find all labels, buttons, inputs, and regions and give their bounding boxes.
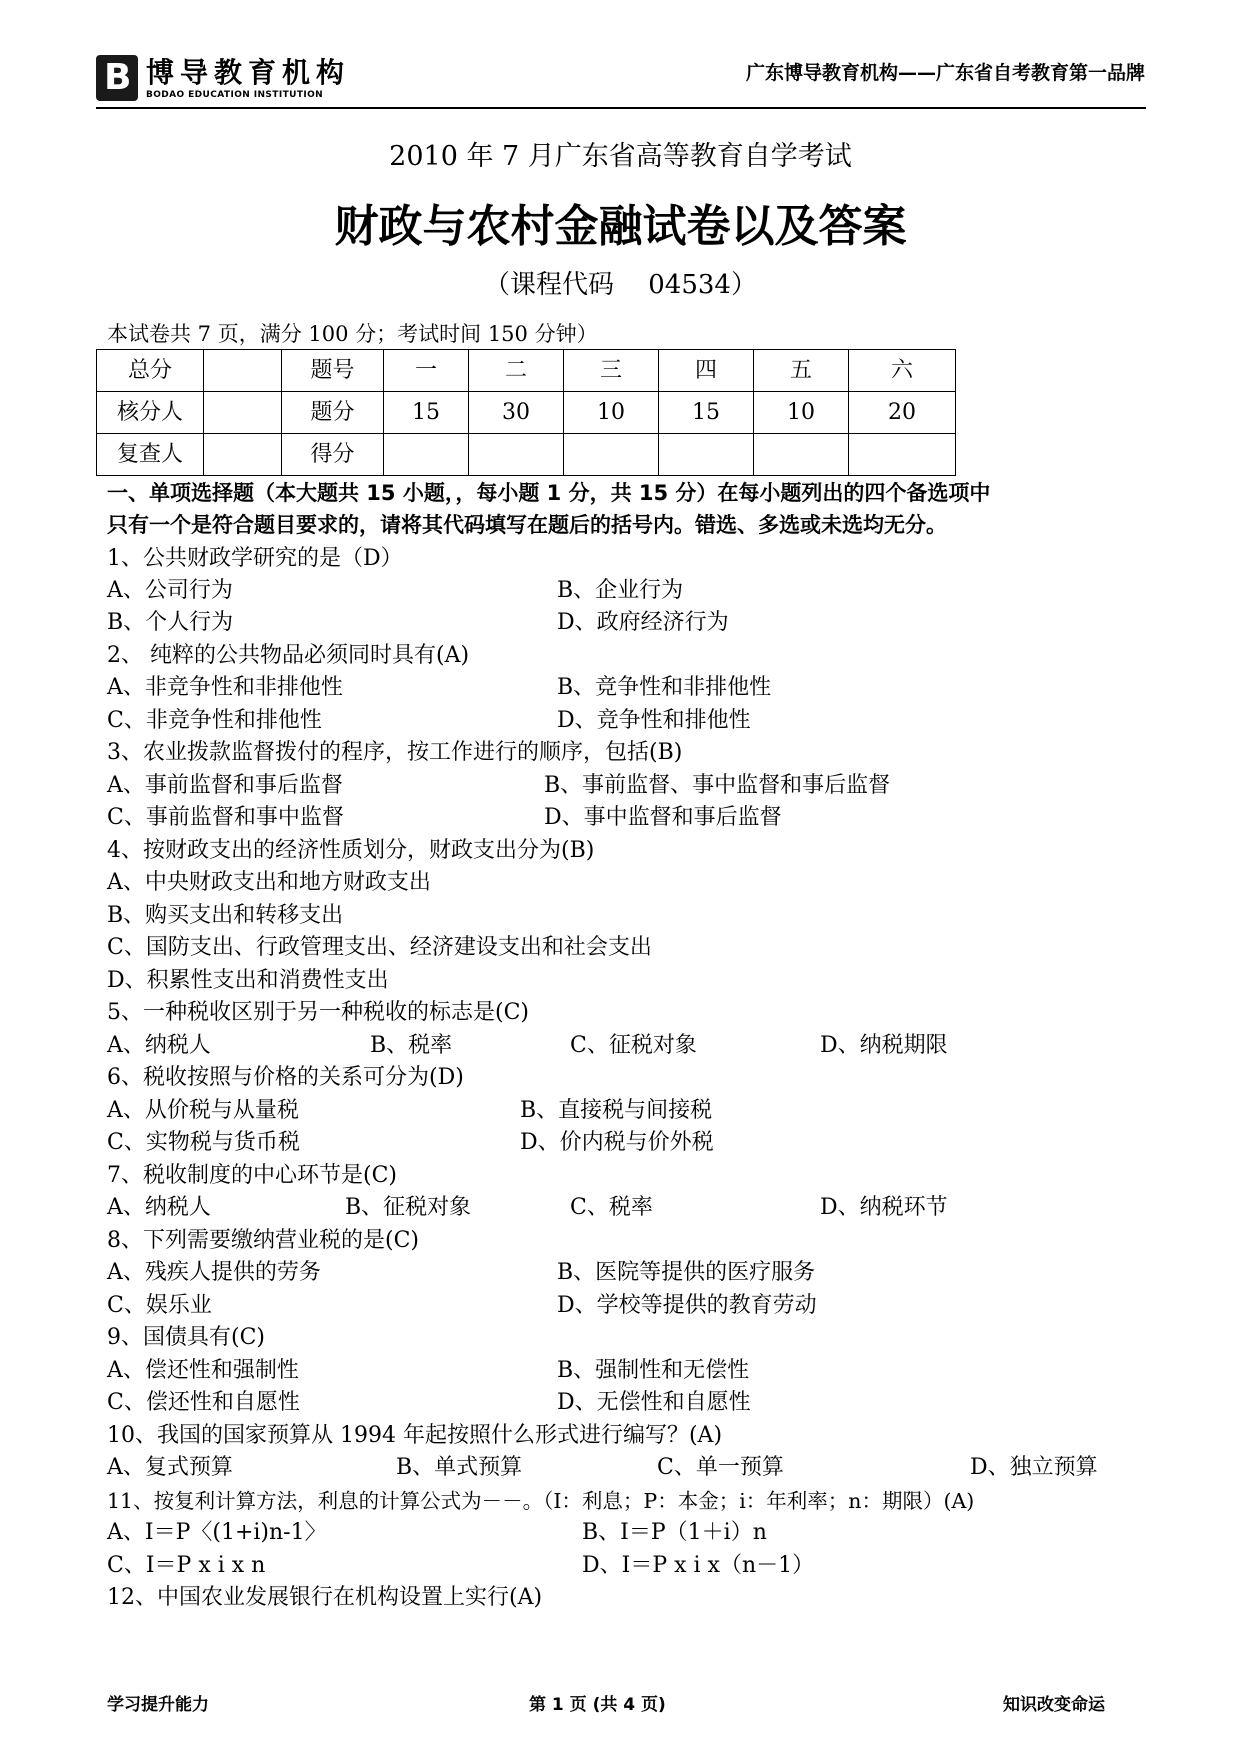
header-slogan: 广东博导教育机构——广东省自考教育第一品牌 bbox=[745, 62, 1145, 84]
score-cell: 20 bbox=[849, 392, 956, 434]
score-cell: 总分 bbox=[97, 350, 204, 392]
option-c: B、个人行为 bbox=[107, 610, 234, 635]
logo-english-name: BODAO EDUCATION INSTITUTION bbox=[146, 90, 324, 100]
score-cell: 一 bbox=[384, 350, 469, 392]
option-c: C、非竞争性和排他性 bbox=[107, 708, 322, 733]
option-d: D、竞争性和排他性 bbox=[557, 708, 751, 733]
score-table-row bbox=[97, 392, 956, 434]
option-c: C、偿还性和自愿性 bbox=[107, 1390, 300, 1415]
option-b: B、竞争性和非排他性 bbox=[557, 675, 772, 700]
logo-mark-letter: B bbox=[104, 57, 132, 98]
header-rule bbox=[96, 107, 1146, 109]
score-cell: 15 bbox=[659, 392, 754, 434]
score-cell bbox=[384, 434, 469, 476]
option-b: B、事前监督、事中监督和事后监督 bbox=[544, 773, 891, 798]
option-b: B、征税对象 bbox=[345, 1195, 472, 1220]
option-c: C、税率 bbox=[570, 1195, 653, 1220]
option-a: A、I＝P〈(1+i)n-1〉 bbox=[107, 1520, 327, 1545]
subject-title: 财政与农村金融试卷以及答案 bbox=[334, 201, 907, 252]
option-a: A、中央财政支出和地方财政支出 bbox=[107, 870, 431, 895]
score-cell: 10 bbox=[564, 392, 659, 434]
question-stem: 9、国债具有(C) bbox=[107, 1325, 265, 1350]
question-stem: 5、一种税收区别于另一种税收的标志是(C) bbox=[107, 1000, 529, 1025]
option-b: B、单式预算 bbox=[396, 1455, 523, 1480]
score-cell: 15 bbox=[384, 392, 469, 434]
option-c: C、单一预算 bbox=[657, 1455, 784, 1480]
score-cell: 10 bbox=[754, 392, 849, 434]
score-cell: 题分 bbox=[282, 392, 384, 434]
question-stem: 7、税收制度的中心环节是(C) bbox=[107, 1163, 397, 1188]
option-a: A、从价税与从量税 bbox=[107, 1098, 299, 1123]
score-cell: 复查人 bbox=[97, 434, 204, 476]
score-cell: 四 bbox=[659, 350, 754, 392]
score-cell bbox=[204, 392, 282, 434]
option-b: B、直接税与间接税 bbox=[520, 1098, 713, 1123]
option-a: A、复式预算 bbox=[107, 1455, 233, 1480]
question-stem: 1、公共财政学研究的是（D） bbox=[107, 546, 403, 571]
question-stem: 6、税收按照与价格的关系可分为(D) bbox=[107, 1065, 464, 1090]
option-d: D、独立预算 bbox=[970, 1455, 1098, 1480]
option-d: D、纳税期限 bbox=[820, 1033, 948, 1058]
question-stem: 2、 纯粹的公共物品必须同时具有(A) bbox=[107, 643, 470, 668]
option-b: B、医院等提供的医疗服务 bbox=[557, 1260, 816, 1285]
option-c: C、I＝P x i x n bbox=[107, 1553, 266, 1578]
score-table bbox=[96, 349, 956, 476]
option-d: D、积累性支出和消费性支出 bbox=[107, 968, 389, 993]
score-table-row bbox=[97, 434, 956, 476]
logo-mark bbox=[96, 55, 138, 101]
option-d: D、学校等提供的教育劳动 bbox=[557, 1293, 817, 1318]
option-b: B、强制性和无偿性 bbox=[557, 1358, 750, 1383]
option-a: A、事前监督和事后监督 bbox=[107, 773, 343, 798]
score-table-row bbox=[97, 350, 956, 392]
option-b: B、税率 bbox=[370, 1033, 453, 1058]
logo-chinese-name: 博导教育机构 bbox=[146, 56, 351, 89]
score-cell: 五 bbox=[754, 350, 849, 392]
option-d: D、纳税环节 bbox=[820, 1195, 948, 1220]
option-d: D、政府经济行为 bbox=[557, 610, 729, 635]
score-cell bbox=[204, 434, 282, 476]
score-cell bbox=[849, 434, 956, 476]
score-cell bbox=[204, 350, 282, 392]
score-cell bbox=[564, 434, 659, 476]
section-instructions-line-2: 只有一个是符合题目要求的，请将其代码填写在题后的括号内。错选、多选或未选均无分。 bbox=[107, 513, 947, 537]
question-stem: 11、按复利计算方法，利息的计算公式为－－。（I：利息；P：本金；i：年利率；n：期限）(A) bbox=[107, 1489, 975, 1513]
option-a: A、纳税人 bbox=[107, 1195, 211, 1220]
option-a: A、公司行为 bbox=[107, 578, 233, 603]
section-instructions-line-1: 一、单项选择题（本大题共 15 小题，，每小题 1 分，共 15 分）在每小题列出的四个备选项中 bbox=[107, 481, 991, 505]
question-stem: 4、按财政支出的经济性质划分，财政支出分为(B) bbox=[107, 838, 595, 863]
option-d: D、无偿性和自愿性 bbox=[557, 1390, 751, 1415]
score-cell: 六 bbox=[849, 350, 956, 392]
option-c: C、事前监督和事中监督 bbox=[107, 805, 344, 830]
option-c: C、实物税与货币税 bbox=[107, 1130, 300, 1155]
option-b: B、I＝P（1＋i）n bbox=[582, 1520, 767, 1545]
page-number: 第 1 页 (共 4 页) bbox=[529, 1695, 666, 1715]
option-a: A、纳税人 bbox=[107, 1033, 211, 1058]
score-cell: 二 bbox=[469, 350, 564, 392]
option-c: C、娱乐业 bbox=[107, 1293, 212, 1318]
option-c: C、征税对象 bbox=[570, 1033, 697, 1058]
score-cell: 核分人 bbox=[97, 392, 204, 434]
option-a: A、偿还性和强制性 bbox=[107, 1358, 299, 1383]
question-stem: 3、农业拨款监督拨付的程序，按工作进行的顺序，包括(B) bbox=[107, 740, 683, 765]
question-stem: 8、下列需要缴纳营业税的是(C) bbox=[107, 1228, 419, 1253]
exam-title: 2010 年 7 月广东省高等教育自学考试 bbox=[389, 141, 852, 172]
score-cell: 得分 bbox=[282, 434, 384, 476]
exam-intro: 本试卷共 7 页，满分 100 分；考试时间 150 分钟） bbox=[107, 322, 598, 346]
option-a: A、残疾人提供的劳务 bbox=[107, 1260, 321, 1285]
option-d: D、价内税与价外税 bbox=[520, 1130, 714, 1155]
score-cell bbox=[754, 434, 849, 476]
score-cell bbox=[469, 434, 564, 476]
score-cell bbox=[659, 434, 754, 476]
score-cell: 三 bbox=[564, 350, 659, 392]
option-a: A、非竞争性和非排他性 bbox=[107, 675, 343, 700]
option-d: D、I＝P x i x（n－1） bbox=[582, 1553, 815, 1578]
question-stem: 12、中国农业发展银行在机构设置上实行(A) bbox=[107, 1585, 543, 1610]
question-stem: 10、我国的国家预算从 1994 年起按照什么形式进行编写？(A) bbox=[107, 1423, 723, 1448]
course-code: （课程代码 04534） bbox=[484, 270, 757, 300]
score-cell: 30 bbox=[469, 392, 564, 434]
score-cell: 题号 bbox=[282, 350, 384, 392]
footer-right: 知识改变命运 bbox=[1003, 1695, 1105, 1715]
option-b: B、企业行为 bbox=[557, 578, 684, 603]
footer-left: 学习提升能力 bbox=[107, 1695, 209, 1715]
option-b: B、购买支出和转移支出 bbox=[107, 903, 344, 928]
option-d: D、事中监督和事后监督 bbox=[544, 805, 782, 830]
option-c: C、国防支出、行政管理支出、经济建设支出和社会支出 bbox=[107, 935, 652, 960]
